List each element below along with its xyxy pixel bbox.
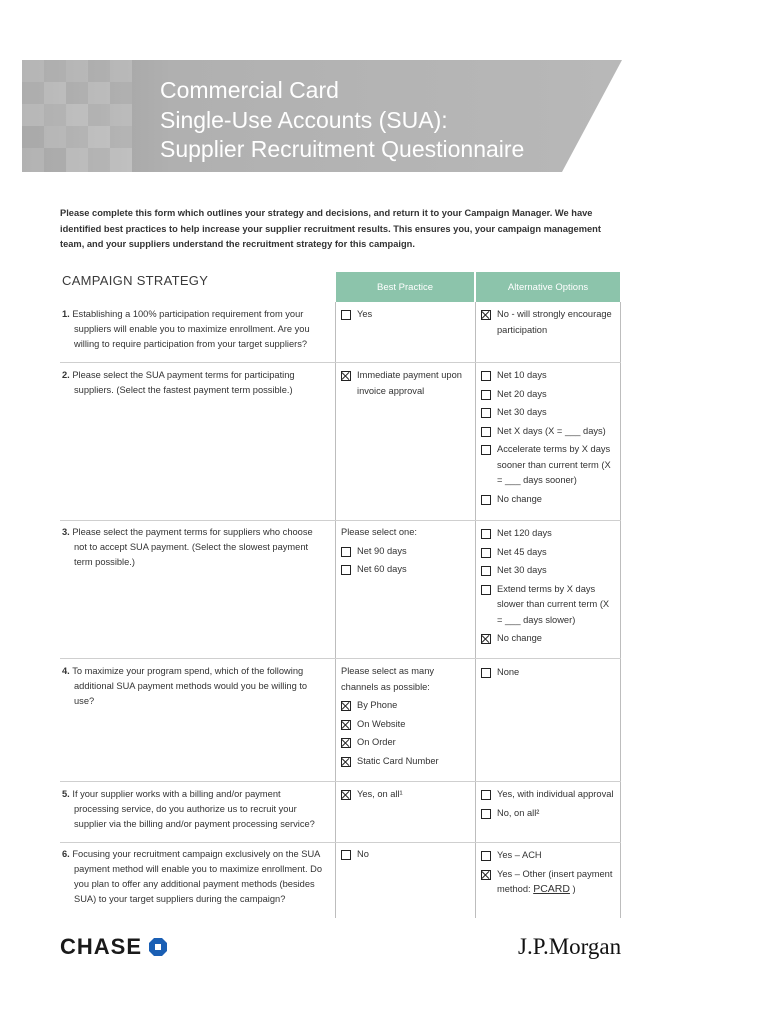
select-prompt: Please select one: bbox=[341, 527, 417, 537]
row-divider bbox=[60, 658, 621, 659]
question-text: Establishing a 100% participation requirement from your suppliers will enable you to maximize enrollment. Are you willing to require participation from your target suppliers? bbox=[72, 309, 310, 349]
question-5 bbox=[62, 787, 326, 832]
option-no-change[interactable]: No change bbox=[481, 631, 615, 647]
question-number: 4. bbox=[62, 666, 70, 676]
row-divider bbox=[60, 842, 621, 843]
question-text: Please select the payment terms for suppliers who choose not to accept SUA payment. (Select the slowest payment term possible.) bbox=[72, 527, 313, 567]
option-no-encourage[interactable]: No - will strongly encourage participation bbox=[481, 307, 615, 338]
checkbox-checked[interactable] bbox=[341, 757, 351, 767]
alternative-cell bbox=[481, 526, 615, 650]
checkbox-checked[interactable] bbox=[341, 790, 351, 800]
checkbox[interactable] bbox=[481, 371, 491, 381]
option-net-30[interactable]: Net 30 days bbox=[481, 405, 615, 421]
best-practice-cell bbox=[341, 525, 471, 581]
question-4 bbox=[62, 664, 326, 709]
option-yes[interactable]: Yes bbox=[341, 307, 471, 323]
checkbox[interactable] bbox=[341, 850, 351, 860]
alternative-cell bbox=[481, 787, 619, 824]
option-net-45[interactable]: Net 45 days bbox=[481, 545, 615, 561]
option-none[interactable]: None bbox=[481, 665, 615, 681]
checkbox[interactable] bbox=[481, 668, 491, 678]
option-yes-ach[interactable]: Yes – ACH bbox=[481, 848, 615, 864]
row-divider bbox=[60, 781, 621, 782]
checkbox-checked[interactable] bbox=[341, 371, 351, 381]
column-divider bbox=[620, 302, 621, 918]
column-divider bbox=[475, 302, 476, 918]
question-text: If your supplier works with a billing and/or payment processing service, do you authorize us to recruit your supplier via the billing and/or payment processing service? bbox=[72, 789, 315, 829]
chase-logo bbox=[60, 934, 168, 960]
option-net-120[interactable]: Net 120 days bbox=[481, 526, 615, 542]
option-on-website[interactable]: On Website bbox=[341, 717, 471, 733]
option-no-change[interactable]: No change bbox=[481, 492, 615, 508]
question-text: Please select the SUA payment terms for participating suppliers. (Select the fastest payment term possible.) bbox=[72, 370, 295, 395]
option-net-20[interactable]: Net 20 days bbox=[481, 387, 615, 403]
checkbox-checked[interactable] bbox=[341, 701, 351, 711]
best-practice-cell bbox=[341, 787, 471, 806]
best-practice-cell bbox=[341, 307, 471, 326]
best-practice-cell bbox=[341, 664, 471, 772]
select-prompt: Please select as many channels as possible: bbox=[341, 666, 435, 692]
banner-mosaic bbox=[22, 60, 132, 172]
alternative-cell bbox=[481, 307, 615, 341]
option-immediate-payment[interactable]: Immediate payment upon invoice approval bbox=[341, 368, 471, 399]
title-line: Supplier Recruitment Questionnaire bbox=[160, 136, 525, 162]
chase-octagon-icon bbox=[148, 937, 168, 957]
best-practice-cell bbox=[341, 368, 471, 402]
column-header-alternative-options: Alternative Options bbox=[476, 272, 620, 302]
intro-text: Please complete this form which outlines your strategy and decisions, and return it to your Campaign Manager. We have identified best practices to help increase your supplier recruitment results. This ensures you, your campaign management team, and your suppliers understand the recruitment strategy for this campaign. bbox=[60, 208, 601, 249]
question-number: 1. bbox=[62, 309, 70, 319]
chase-wordmark: CHASE bbox=[60, 934, 143, 959]
title-line: Commercial Card bbox=[160, 77, 339, 103]
question-1 bbox=[62, 307, 326, 352]
option-individual-approval[interactable]: Yes, with individual approval bbox=[481, 787, 619, 803]
checkbox[interactable] bbox=[481, 529, 491, 539]
question-number: 3. bbox=[62, 527, 70, 537]
question-number: 5. bbox=[62, 789, 70, 799]
column-header-best-practice: Best Practice bbox=[336, 272, 474, 302]
page-title bbox=[160, 76, 620, 165]
option-extend-terms[interactable]: Extend terms by X days slower than current term (X = ___ days slower) bbox=[481, 582, 615, 629]
checkbox[interactable] bbox=[481, 790, 491, 800]
row-divider bbox=[60, 520, 621, 521]
payment-method-field[interactable]: PCARD bbox=[533, 883, 570, 895]
option-no[interactable]: No bbox=[341, 847, 471, 863]
question-text: To maximize your program spend, which of the following additional SUA payment methods would you be willing to use? bbox=[72, 666, 308, 706]
option-yes-on-all[interactable]: Yes, on all¹ bbox=[341, 787, 471, 803]
checkbox-checked[interactable] bbox=[341, 720, 351, 730]
checkbox[interactable] bbox=[481, 566, 491, 576]
section-title: CAMPAIGN STRATEGY bbox=[62, 273, 209, 288]
question-text: Focusing your recruitment campaign exclusively on the SUA payment method will enable you to maximize enrollment. Do you plan to offer any additional payment methods (besides SUA) to your target suppliers during the campaign? bbox=[72, 849, 323, 904]
option-net-90[interactable]: Net 90 days bbox=[341, 544, 471, 560]
checkbox[interactable] bbox=[481, 445, 491, 455]
option-net-10[interactable]: Net 10 days bbox=[481, 368, 615, 384]
alternative-cell bbox=[481, 848, 615, 901]
option-by-phone[interactable]: By Phone bbox=[341, 698, 471, 714]
checkbox[interactable] bbox=[481, 585, 491, 595]
best-practice-cell bbox=[341, 847, 471, 866]
option-on-order[interactable]: On Order bbox=[341, 735, 471, 751]
option-accelerate[interactable]: Accelerate terms by X days sooner than current term (X = ___ days sooner) bbox=[481, 442, 615, 489]
alternative-cell bbox=[481, 368, 615, 510]
row-divider bbox=[60, 362, 621, 363]
checkbox[interactable] bbox=[481, 809, 491, 819]
alternative-cell bbox=[481, 665, 615, 684]
checkbox-checked[interactable] bbox=[341, 738, 351, 748]
checkbox-checked[interactable] bbox=[481, 310, 491, 320]
checkbox[interactable] bbox=[341, 310, 351, 320]
question-number: 2. bbox=[62, 370, 70, 380]
checkbox[interactable] bbox=[481, 408, 491, 418]
checkbox[interactable] bbox=[481, 427, 491, 437]
option-net-x[interactable]: Net X days (X = ___ days) bbox=[481, 424, 615, 440]
checkbox[interactable] bbox=[481, 495, 491, 505]
checkbox[interactable] bbox=[481, 548, 491, 558]
title-line: Single-Use Accounts (SUA): bbox=[160, 106, 448, 133]
checkbox[interactable] bbox=[481, 851, 491, 861]
option-suffix: ) bbox=[572, 884, 576, 894]
checkbox-checked[interactable] bbox=[481, 634, 491, 644]
option-static-card[interactable]: Static Card Number bbox=[341, 754, 471, 770]
option-label: Yes – Other (insert payment method: bbox=[497, 868, 613, 894]
column-divider bbox=[335, 302, 336, 918]
option-net-30[interactable]: Net 30 days bbox=[481, 563, 615, 579]
option-yes-other[interactable] bbox=[481, 867, 615, 898]
option-net-60[interactable]: Net 60 days bbox=[341, 562, 471, 578]
question-2 bbox=[62, 368, 326, 398]
checkbox[interactable] bbox=[341, 547, 351, 557]
checkbox[interactable] bbox=[341, 565, 351, 575]
checkbox-checked[interactable] bbox=[481, 870, 491, 880]
jpmorgan-logo: J.P.Morgan bbox=[518, 934, 622, 959]
question-3 bbox=[62, 525, 326, 570]
option-no-on-all[interactable]: No, on all² bbox=[481, 806, 619, 822]
checkbox[interactable] bbox=[481, 390, 491, 400]
question-number: 6. bbox=[62, 849, 70, 859]
question-6 bbox=[62, 847, 326, 907]
